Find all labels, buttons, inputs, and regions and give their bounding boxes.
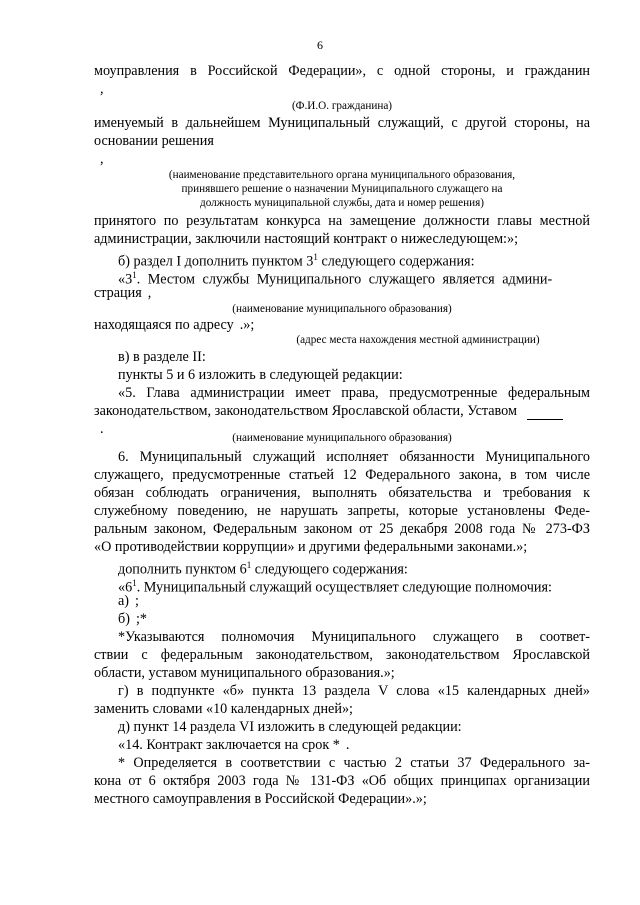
text-line: служебному поведению, не нарушать запреты, которые установлены Феде- [94,503,590,519]
decision-line: основании решения [94,133,214,149]
power-line-a: а) ; [118,593,139,609]
text-line: ствии с федеральным законодательством, законодательством Ярославской [94,647,590,663]
text-line: пункты 5 и 6 изложить в следующей редакции: [118,367,403,383]
text-line: * Определяется в соответствии с частью 2 статьи 37 Федерального за- [118,755,590,771]
text-line: «5. Глава администрации имеет права, предусмотренные федеральным [118,385,590,401]
text-line: служащего, предусмотренные статьей 12 Федерального закона, в том числе [94,467,590,483]
caption-organ-3: должность муниципальной службы, дата и номер решения) [200,197,484,209]
text-line: д) пункт 14 раздела VI изложить в следующей редакции: [118,719,462,735]
power-line-b: б) ;* [118,611,147,627]
term-line: «14. Контракт заключается на срок * . [118,737,350,753]
decision-line-2: , [100,151,104,167]
text-line: местного самоуправления в Российской Федерации».»; [94,791,427,807]
text-line: администрации, заключили настоящий контракт о нижеследующем:»; [94,231,519,247]
page-number: 6 [317,38,323,52]
text-line: «$6^1$. Муниципальный служащий осуществляет следующие полномочия: [118,578,552,596]
admin-line: страция , [94,285,152,301]
caption-organ-1: (наименование представительного органа муниципального образования, [168,169,516,181]
text-line: кона от 6 октября 2003 года № 131-ФЗ «Об общих принципах организации [94,773,590,789]
text-line: моуправления в Российской Федерации», с одной стороны, и гражданин [94,63,590,79]
fio-line: , [100,81,104,97]
text-line: области, уставом муниципального образования.»; [94,665,395,681]
text-line: «О противодействии коррупции» и другими федеральными законами.»; [94,539,528,555]
address-line: находящаяся по адресу .»; [94,317,255,333]
text-line: в) в разделе II: [118,349,206,365]
caption-municipality-2: (наименование муниципального образования) [232,432,452,444]
text-line: дополнить пунктом $6^1$ следующего содержания: [118,560,408,578]
text-line: г) в подпункте «б» пункта 13 раздела V слова «15 календарных дней» [118,683,590,699]
caption-organ-2: принявшего решение о назначении Муниципального служащего на [181,183,503,195]
text-line: заменить словами «10 календарных дней»; [94,701,353,717]
caption-address: (адрес места нахождения местной администрации) [296,334,540,346]
text-line: ральным законом, Федеральным законом от 25 декабря 2008 года № 273-ФЗ [94,521,590,537]
charter-line: законодательством, законодательством Ярославской области, Уставом [94,402,590,420]
caption-municipality: (наименование муниципального образования) [232,303,452,315]
text-line: б) раздел I дополнить пунктом $3^1$ следующего содержания: [118,252,475,270]
text-line: 6. Муниципальный служащий исполняет обязанности Муниципального [118,449,590,465]
text-line: принятого по результатам конкурса на замещение должности главы местной [94,213,590,229]
caption-fio: (Ф.И.О. гражданина) [291,100,393,112]
text-line: «$3^1$. Местом службы Муниципального служащего является админи- [118,270,553,288]
charter-line-2: . [100,421,104,437]
text-line: *Указываются полномочия Муниципального служащего в соответ- [118,629,590,645]
charter-blank [527,405,563,420]
text-line: обязан соблюдать ограничения, выполнять обязательства и требования к [94,485,590,501]
text-line: именуемый в дальнейшем Муниципальный служащий, с другой стороны, на [94,115,590,131]
